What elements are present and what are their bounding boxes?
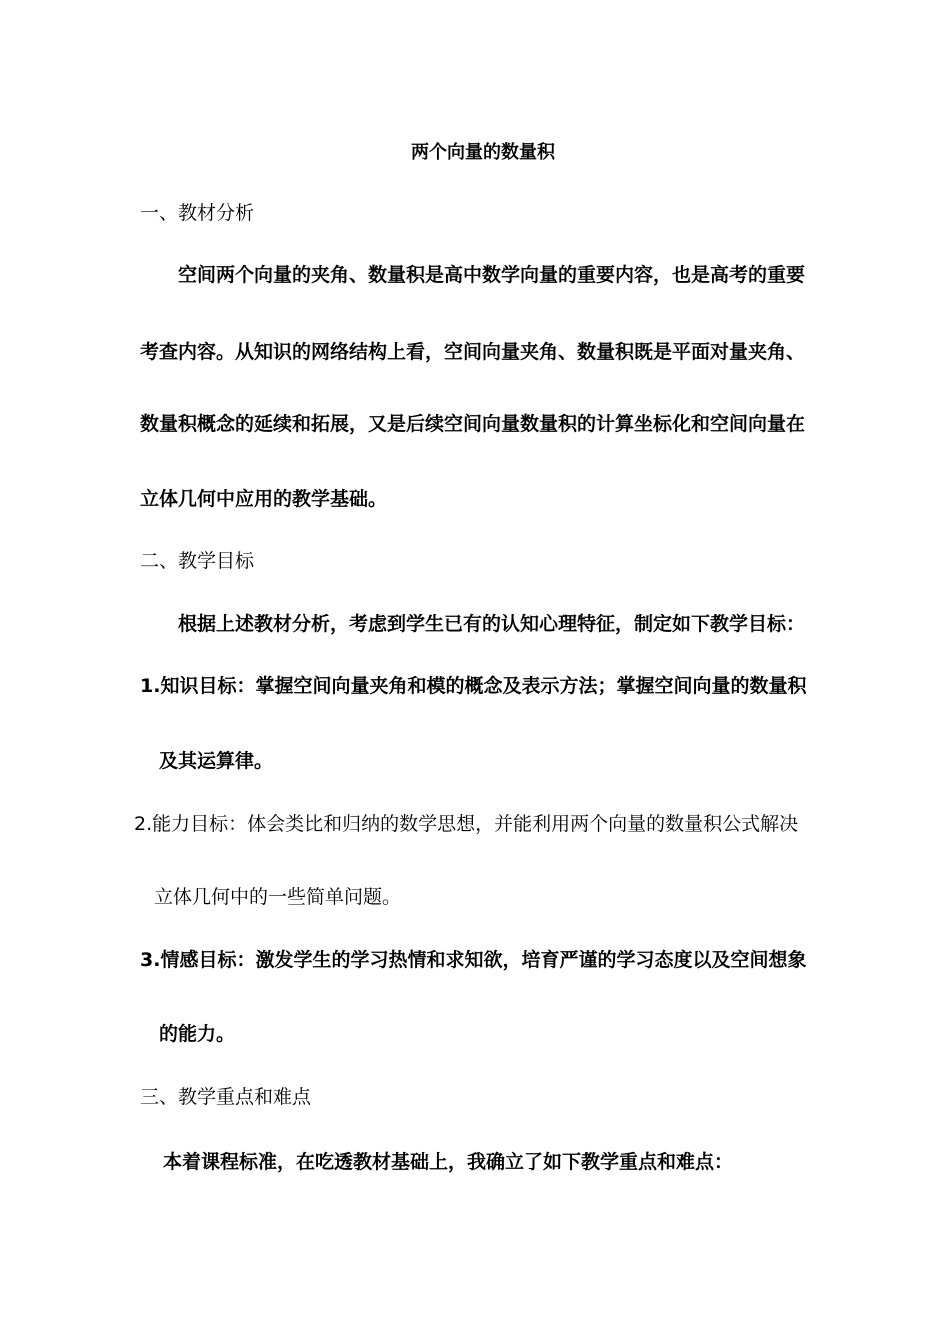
paragraph-line: 立体几何中应用的教学基础。 bbox=[140, 488, 388, 510]
knowledge-goal-line: 及其运算律。 bbox=[159, 750, 274, 772]
section-heading-keypoints: 三、教学重点和难点 bbox=[140, 1086, 312, 1108]
document-title: 两个向量的数量积 bbox=[411, 142, 555, 163]
section-heading-materials: 一、教材分析 bbox=[140, 202, 255, 224]
ability-goal-line: 立体几何中的一些简单问题。 bbox=[154, 886, 402, 908]
emotion-goal-line: 3.情感目标：激发学生的学习热情和求知欲，培育严谨的学习态度以及空间想象 bbox=[140, 949, 807, 971]
paragraph-line: 数量积概念的延续和拓展，又是后续空间向量数量积的计算坐标化和空间向量在 bbox=[140, 413, 806, 435]
emotion-goal-line: 的能力。 bbox=[159, 1023, 236, 1045]
ability-goal-line: 2.能力目标：体会类比和归纳的数学思想，并能利用两个向量的数量积公式解决 bbox=[134, 813, 799, 835]
knowledge-goal-line: 1.知识目标：掌握空间向量夹角和模的概念及表示方法；掌握空间向量的数量积 bbox=[140, 675, 807, 697]
goals-intro: 根据上述教材分析，考虑到学生已有的认知心理特征，制定如下教学目标： bbox=[178, 613, 806, 635]
keypoints-intro: 本着课程标准，在吃透教材基础上，我确立了如下教学重点和难点： bbox=[163, 1151, 734, 1173]
paragraph-line: 空间两个向量的夹角、数量积是高中数学向量的重要内容，也是高考的重要 bbox=[178, 264, 806, 286]
paragraph-line: 考查内容。从知识的网络结构上看，空间向量夹角、数量积既是平面对量夹角、 bbox=[140, 341, 806, 363]
section-heading-goals: 二、教学目标 bbox=[140, 550, 255, 572]
